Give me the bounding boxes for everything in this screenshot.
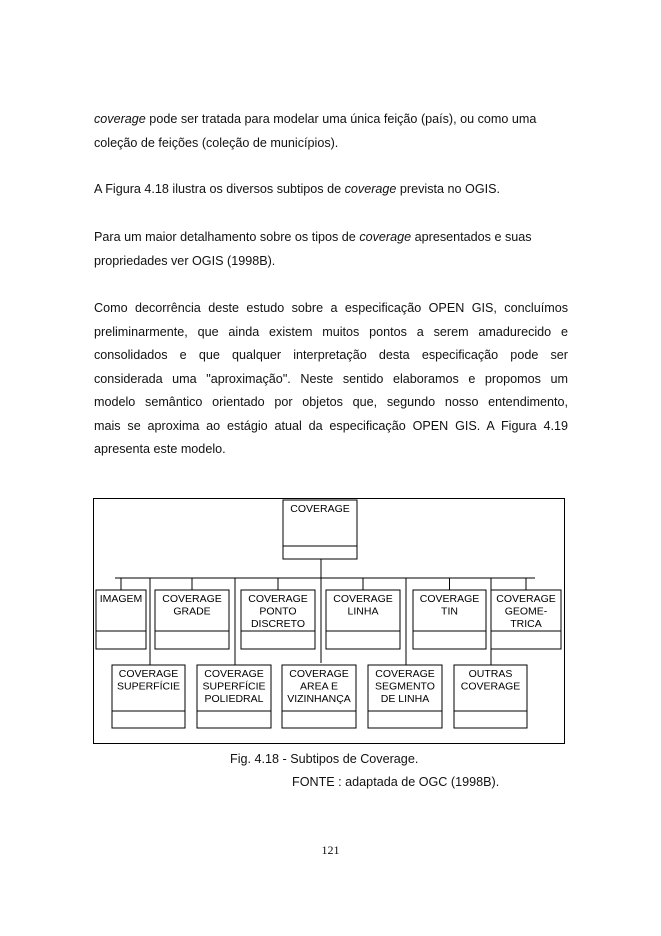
text-line	[94, 108, 568, 132]
class-label: COVERAGE	[333, 593, 393, 605]
text-line	[94, 415, 568, 439]
class-label: PONTO	[259, 605, 297, 618]
text-line	[94, 226, 568, 250]
class-label: COVERAGE	[290, 503, 350, 515]
text-line	[94, 368, 568, 392]
class-label: SEGMENTO	[375, 680, 435, 693]
paragraph-conclusion	[94, 297, 568, 462]
subtype-box	[96, 590, 146, 649]
class-label: COVERAGE	[419, 593, 480, 605]
paragraph-details	[94, 226, 568, 273]
subtype-box	[491, 590, 561, 649]
subtype-box	[368, 665, 442, 728]
figure-source: FONTE : adaptada de OGC (1998B).	[292, 775, 500, 789]
class-label: GEOME-	[504, 605, 548, 618]
text-line	[94, 438, 568, 462]
class-label: POLIEDRAL	[204, 693, 264, 705]
subtype-box	[241, 590, 315, 649]
class-label: SUPERFÍCIE	[116, 680, 181, 693]
subtype-box	[155, 590, 229, 649]
subtype-box	[282, 665, 356, 728]
text-run: preliminarmente, que ainda existem muitos pontos a serem amadurecido e	[94, 324, 568, 339]
paragraph-coverage-intro	[94, 108, 568, 155]
class-label: DE LINHA	[380, 693, 430, 705]
text-run: consolidados e que qualquer interpretação desta especificação pode ser	[94, 348, 568, 362]
text-line	[94, 178, 568, 202]
class-label: OUTRAS	[468, 668, 513, 680]
class-label: COVERAGE	[162, 593, 222, 605]
text-line	[94, 344, 568, 368]
class-label: SUPERFÍCIE	[202, 680, 266, 693]
subtype-box	[413, 590, 486, 649]
class-label: COVERAGE	[118, 668, 179, 680]
text-line	[94, 132, 568, 156]
text-run: prevista no OGIS.	[396, 182, 501, 196]
text-run: pode ser tratada para modelar uma única feição (país), ou como uma	[145, 112, 537, 126]
italic-term: coverage	[94, 112, 146, 126]
text-line	[94, 250, 568, 274]
class-label: COVERAGE	[289, 668, 349, 680]
text-run: modelo semântico orientado por objetos que, segundo nosso entendimento,	[94, 395, 568, 409]
page-number: 121	[321, 843, 340, 857]
subtype-box	[326, 590, 400, 649]
text-run: mais se aproxima ao estágio atual da especificação OPEN GIS. A Figura 4.19	[94, 418, 568, 433]
coverage-subtypes-diagram	[93, 498, 565, 744]
subtype-box	[112, 665, 185, 728]
subtype-box	[454, 665, 527, 728]
text-run: propriedades ver OGIS (1998B).	[94, 253, 276, 268]
class-label: COVERAGE	[460, 680, 521, 693]
class-label: DISCRETO	[250, 618, 306, 630]
figure-caption: Fig. 4.18 - Subtipos de Coverage.	[230, 752, 419, 766]
class-label: TRICA	[510, 618, 542, 630]
class-label: COVERAGE	[248, 593, 308, 605]
class-label: IMAGEM	[99, 593, 143, 605]
text-run: coleção de feições (coleção de municípios).	[94, 135, 339, 150]
paragraph-figure-reference	[94, 178, 568, 202]
text-line	[94, 321, 568, 345]
subtype-box	[197, 665, 271, 728]
coverage-root-box	[283, 500, 357, 559]
text-line	[94, 297, 568, 321]
class-label: COVERAGE	[204, 668, 264, 680]
class-label: TIN	[441, 605, 458, 618]
class-label: VIZINHANÇA	[287, 693, 351, 705]
text-run: Para um maior detalhamento sobre os tipos de	[94, 230, 360, 244]
text-run: A Figura 4.18 ilustra os diversos subtipos de	[94, 182, 345, 196]
class-label: GRADE	[173, 605, 211, 618]
italic-term: coverage	[344, 182, 397, 196]
class-label: AREA E	[300, 680, 338, 693]
italic-term: coverage	[359, 230, 412, 244]
text-line	[94, 391, 568, 415]
text-run: Como decorrência deste estudo sobre a especificação OPEN GIS, concluímos	[94, 301, 568, 315]
class-label: COVERAGE	[496, 593, 556, 605]
text-run: apresentados e suas	[411, 230, 532, 244]
class-label: COVERAGE	[375, 668, 435, 680]
text-run: apresenta este modelo.	[94, 442, 226, 456]
text-run: considerada uma "aproximação". Neste sentido elaboramos e propomos um	[94, 371, 568, 386]
class-label: LINHA	[347, 605, 379, 618]
